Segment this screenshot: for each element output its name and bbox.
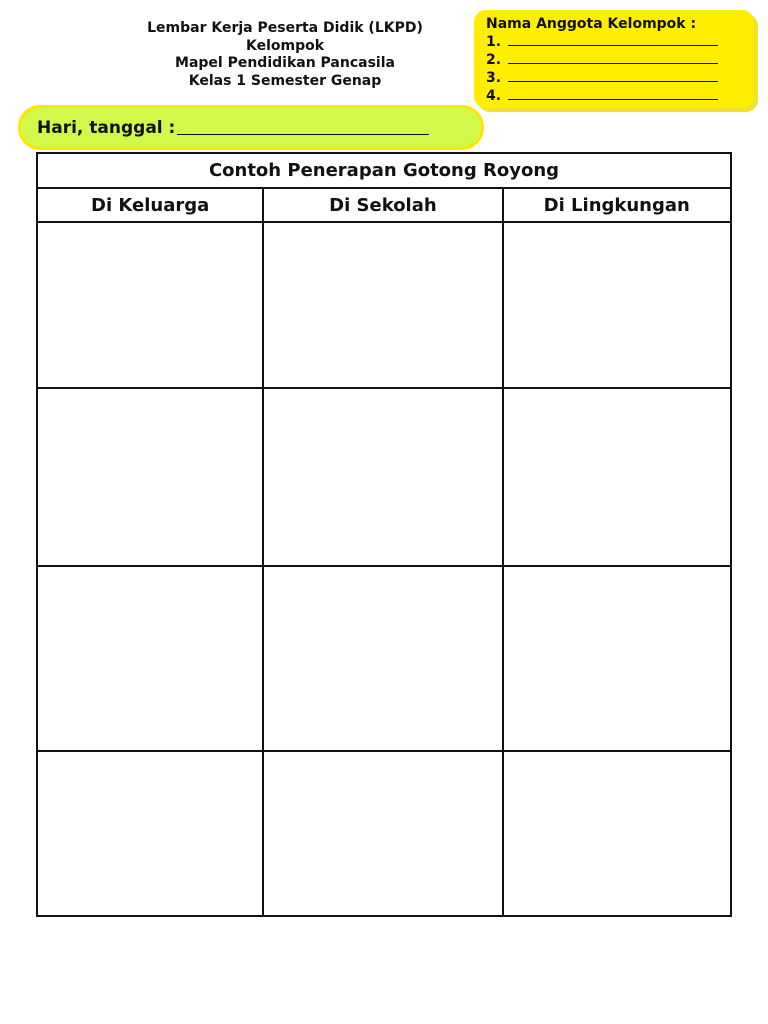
member-number: 2. xyxy=(486,52,502,68)
table-row xyxy=(37,222,731,388)
header-line-subject: Mapel Pendidikan Pancasila xyxy=(175,55,395,71)
answer-cell-environment[interactable] xyxy=(503,566,731,751)
member-line-3[interactable] xyxy=(486,69,742,87)
column-header-environment: Di Lingkungan xyxy=(503,188,731,222)
worksheet-header xyxy=(100,20,470,90)
member-name-blank[interactable] xyxy=(508,34,718,46)
header-line-title: Lembar Kerja Peserta Didik (LKPD) xyxy=(147,20,423,36)
answer-cell-school[interactable] xyxy=(263,751,502,916)
gotong-royong-table xyxy=(36,152,732,917)
date-box xyxy=(18,105,484,150)
member-number: 1. xyxy=(486,34,502,50)
answer-cell-family[interactable] xyxy=(37,566,263,751)
member-name-blank[interactable] xyxy=(508,70,718,82)
answer-cell-family[interactable] xyxy=(37,388,263,566)
column-header-school: Di Sekolah xyxy=(263,188,502,222)
date-label: Hari, tanggal : xyxy=(37,117,176,138)
member-line-1[interactable] xyxy=(486,33,742,51)
members-heading: Nama Anggota Kelompok : xyxy=(486,16,697,32)
header-line-group: Kelompok xyxy=(245,37,325,54)
member-name-blank[interactable] xyxy=(508,52,718,64)
header-line-class: Kelas 1 Semester Genap xyxy=(188,72,382,89)
answer-cell-environment[interactable] xyxy=(503,388,731,566)
table-row xyxy=(37,388,731,566)
member-line-2[interactable] xyxy=(486,51,742,69)
answer-cell-environment[interactable] xyxy=(503,751,731,916)
member-line-4[interactable] xyxy=(486,87,742,105)
answer-cell-school[interactable] xyxy=(263,388,502,566)
answer-cell-school[interactable] xyxy=(263,222,502,388)
column-header-family: Di Keluarga xyxy=(37,188,263,222)
answer-cell-environment[interactable] xyxy=(503,222,731,388)
group-members-box xyxy=(474,10,754,108)
table-title: Contoh Penerapan Gotong Royong xyxy=(37,153,731,188)
member-number: 4. xyxy=(486,88,502,104)
answer-cell-school[interactable] xyxy=(263,566,502,751)
table-row xyxy=(37,751,731,916)
member-name-blank[interactable] xyxy=(508,88,718,100)
date-blank[interactable] xyxy=(177,121,429,135)
answer-cell-family[interactable] xyxy=(37,222,263,388)
table-row xyxy=(37,566,731,751)
answer-cell-family[interactable] xyxy=(37,751,263,916)
member-number: 3. xyxy=(486,70,502,86)
